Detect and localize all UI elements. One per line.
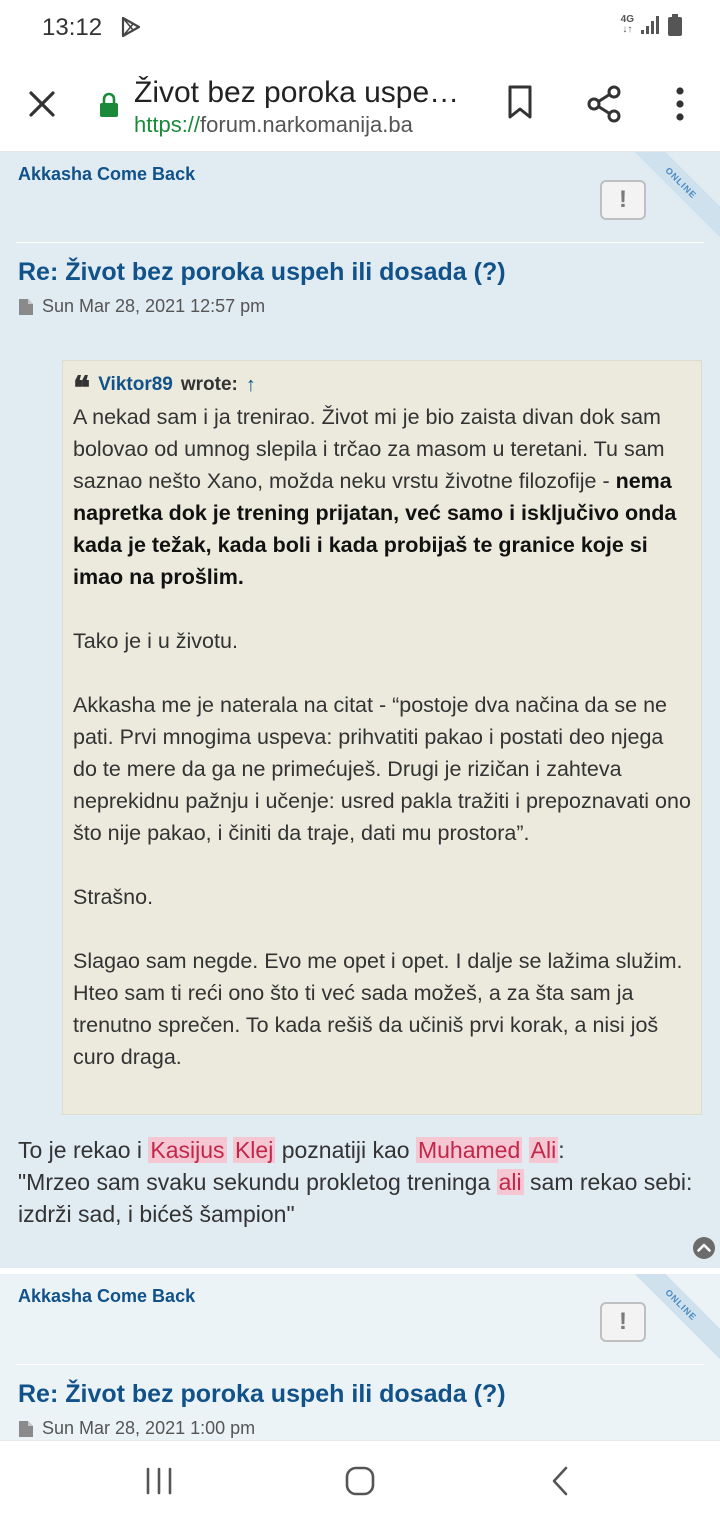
- quote-author-link[interactable]: Viktor89: [98, 374, 173, 395]
- report-button[interactable]: !: [600, 180, 646, 220]
- quote-bold-text: nema napretka dok je trening prijatan, već samo i isključivo onda kada je težak, kada boli i kada probijaš te granice koje si imao na prošlim.: [73, 469, 677, 589]
- quote-wrote-label: wrote:: [180, 374, 238, 395]
- quote-paragraph: A nekad sam i ja trenirao. Život mi je bio zaista divan dok sam bolovao od umnog slepila i trčao za masom u teretani. Tu sam saznao nešto Xano, možda neku vrstu životne filozofije - nema napretka dok je trening prijatan, već samo i isključivo onda kada je težak, kada boli i kada probijaš te granice koje si imao na prošlim.: [73, 405, 677, 589]
- lock-icon[interactable]: [98, 92, 120, 118]
- quote-paragraph: Akkasha me je naterala na citat - “postoje dva načina da se ne pati. Prvi mnogima uspeva: prihvatiti pakao i postati deo njega do te mere da ga ne primećuješ. Drugi je rizičan i zahteva neprekidnu pažnju i učenje: usred pakla tražiti i prepoznavati ono što nije pakao, i činiti da traje, dati mu prostora”.: [73, 693, 691, 845]
- post-file-icon[interactable]: [18, 1420, 34, 1438]
- signal-icon: [640, 15, 662, 35]
- quote-source-arrow-icon[interactable]: ↑: [245, 373, 256, 396]
- quote-paragraph: Tako je i u životu.: [73, 629, 238, 653]
- forum-post: [0, 1274, 720, 1440]
- status-time: 13:12: [42, 14, 103, 41]
- post-date: Sun Mar 28, 2021 12:57 pm: [42, 296, 266, 316]
- bookmark-icon[interactable]: [504, 82, 536, 122]
- url-host: forum.narkomanija.ba: [200, 112, 413, 137]
- search-highlight: Kasijus: [150, 1137, 225, 1163]
- post-body: To je rekao i Kasijus Klej poznatiji kao Muhamed Ali: "Mrzeo sam svaku sekundu prokletog treninga ali sam rekao sebi: izdrži sad, i bićeš šampion": [18, 1137, 693, 1227]
- post-meta: [18, 1418, 255, 1439]
- post-divider: [16, 242, 704, 243]
- post-date: Sun Mar 28, 2021 1:00 pm: [42, 1418, 256, 1438]
- url-scheme: https://: [134, 112, 201, 137]
- post-title-link[interactable]: Re: Život bez poroka uspeh ili dosada (?): [18, 1380, 506, 1408]
- system-nav-bar: [0, 1440, 720, 1520]
- search-highlight: Muhamed: [417, 1137, 521, 1163]
- search-highlight: Klej: [234, 1137, 274, 1163]
- battery-icon: [668, 14, 682, 36]
- post-author-link[interactable]: Akkasha Come Back: [18, 164, 196, 184]
- more-options-icon[interactable]: [664, 84, 696, 124]
- home-icon[interactable]: [344, 1465, 376, 1497]
- page-title[interactable]: Život bez poroka uspe…: [134, 76, 460, 109]
- back-icon[interactable]: [548, 1465, 572, 1497]
- online-badge: ONLINE: [620, 152, 720, 244]
- online-badge: ONLINE: [620, 1274, 720, 1366]
- report-button[interactable]: !: [600, 1302, 646, 1342]
- post-file-icon[interactable]: [18, 298, 34, 316]
- post-meta: [18, 296, 265, 317]
- network-type: 4G ↓↑: [620, 14, 634, 35]
- quote-text: [73, 401, 691, 1073]
- recent-apps-icon[interactable]: [144, 1467, 174, 1495]
- post-title-link[interactable]: Re: Život bez poroka uspeh ili dosada (?): [18, 258, 506, 286]
- search-highlight: ali: [498, 1169, 522, 1195]
- scroll-to-top-icon[interactable]: [692, 1236, 716, 1260]
- quote-block: [62, 360, 702, 1115]
- status-indicators: [621, 14, 682, 36]
- post-author-link[interactable]: Akkasha Come Back: [18, 1286, 196, 1306]
- search-highlight: Ali: [530, 1137, 557, 1163]
- quote-paragraph: Strašno.: [73, 885, 154, 909]
- browser-toolbar: [0, 56, 720, 152]
- quote-header: [73, 369, 691, 407]
- close-icon[interactable]: [22, 84, 62, 124]
- status-bar: [0, 0, 720, 56]
- forum-post: [0, 152, 720, 1268]
- quote-mark-icon: ❝: [73, 369, 91, 407]
- quote-paragraph: Slagao sam negde. Evo me opet i opet. I dalje se lažima služim. Hteo sam ti reći ono što ti već sada možeš, a za šta sam ja trenutno sprečen. To kada rešiš da učiniš prvi korak, a nisi još curo draga.: [73, 949, 683, 1069]
- share-icon[interactable]: [584, 84, 624, 124]
- post-divider: [16, 1364, 704, 1365]
- play-store-icon: [120, 16, 142, 38]
- url-bar[interactable]: [134, 112, 413, 138]
